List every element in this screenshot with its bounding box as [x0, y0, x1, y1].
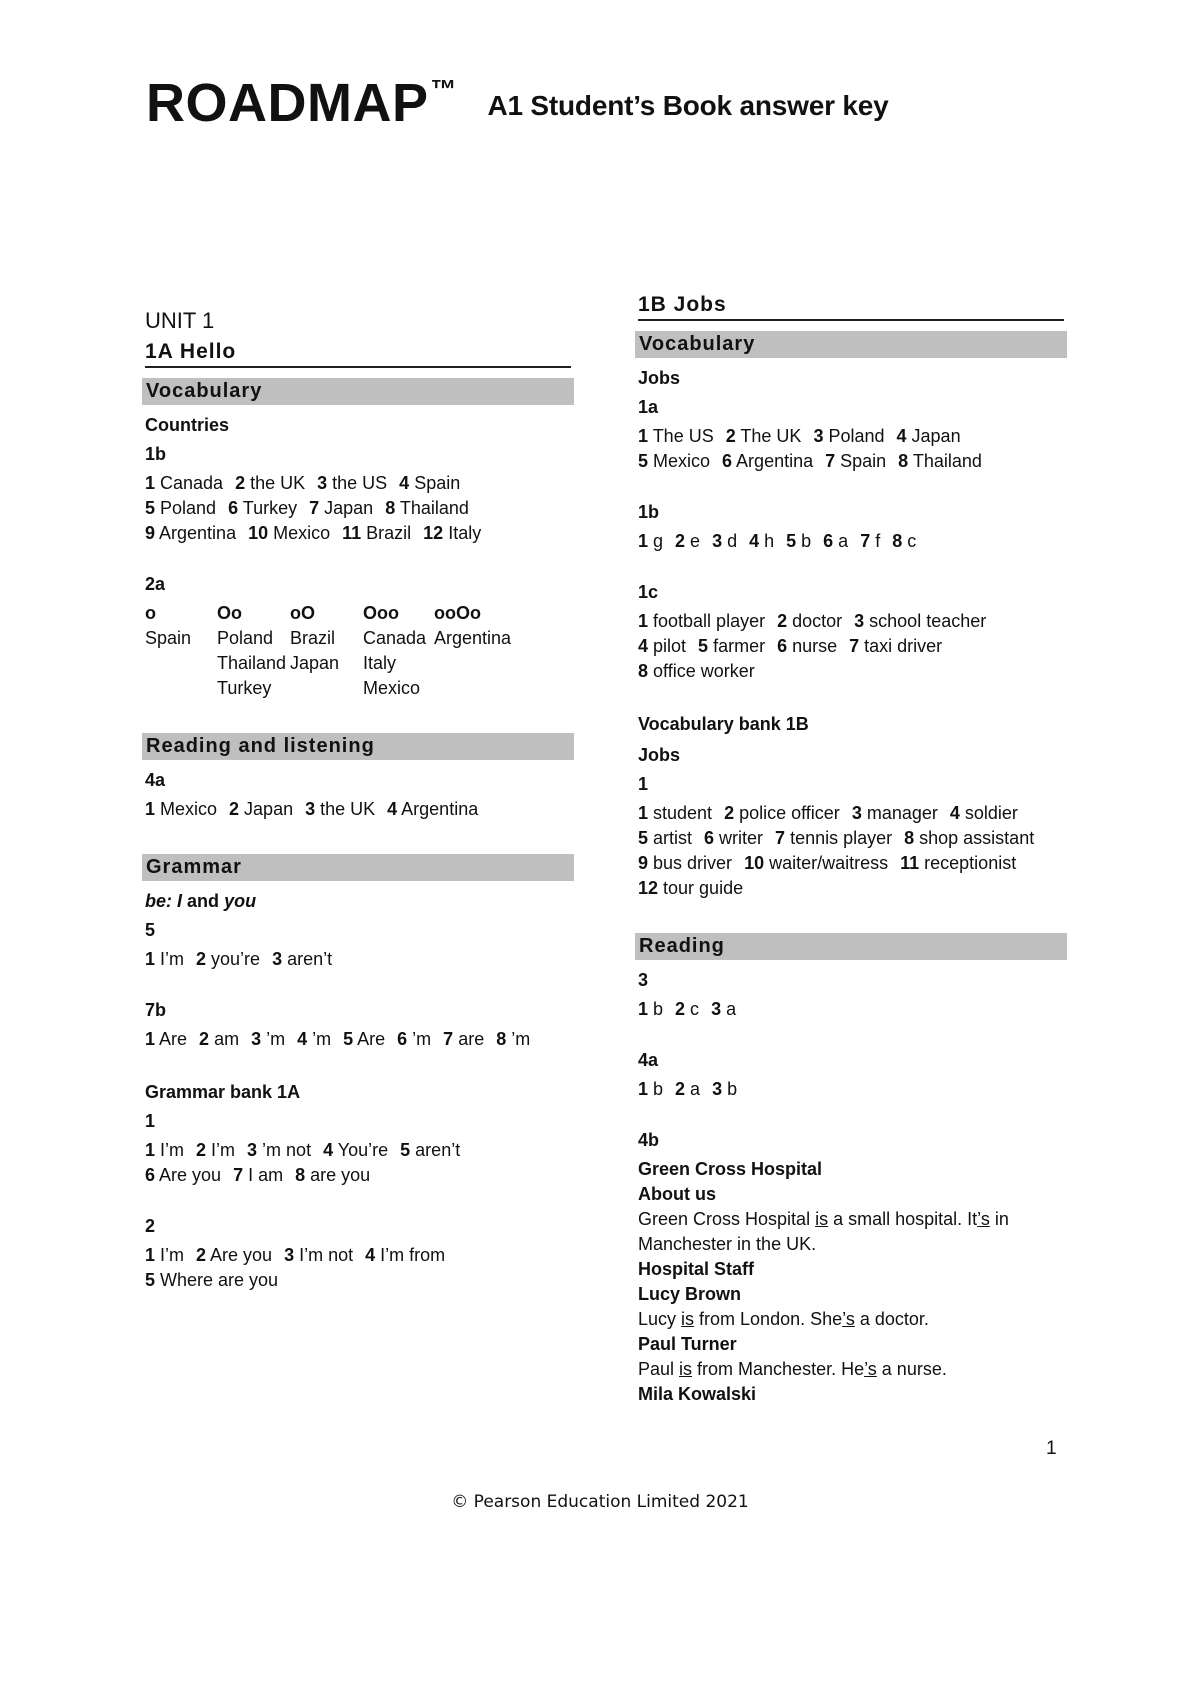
exercise-number: 5 — [145, 920, 156, 940]
staff-name: Mila Kowalski — [638, 1384, 757, 1404]
answer-line — [145, 797, 571, 822]
exercise-number: 1 — [145, 1111, 156, 1131]
answer-item: 4 ’m — [297, 1029, 332, 1049]
answer-line — [638, 826, 1064, 851]
exercise-number: 4a — [638, 1050, 659, 1070]
answer-line — [145, 1268, 571, 1293]
exercise-number: 7b — [145, 1000, 167, 1020]
answer-line — [145, 1138, 571, 1163]
hospital-text — [638, 1157, 1064, 1407]
answer-line — [145, 947, 571, 972]
section-bar-vocabulary: Vocabulary — [635, 331, 1067, 358]
answer-item: 3 d — [712, 531, 738, 551]
subheading-grammar-bank: Grammar bank 1A — [145, 1082, 301, 1102]
stress-pattern: ooOo — [434, 603, 481, 623]
answer-item: 2 doctor — [777, 611, 843, 631]
answer-item: 4 Japan — [896, 426, 961, 446]
stress-table-header — [145, 601, 511, 626]
answer-item: 2 Japan — [229, 799, 294, 819]
answer-item: 6 Turkey — [228, 498, 298, 518]
answer-item: 3 ’m — [251, 1029, 286, 1049]
answer-block — [145, 797, 571, 822]
answer-block — [638, 609, 1064, 684]
answer-item: 4 You’re — [323, 1140, 389, 1160]
answer-block — [638, 424, 1064, 474]
page-number: 1 — [1046, 1438, 1057, 1459]
answer-item: 7 f — [860, 531, 881, 551]
answer-item: 3 b — [712, 1079, 738, 1099]
answer-item: 7 are — [443, 1029, 485, 1049]
answer-block — [145, 947, 571, 972]
stress-cell: Mexico — [363, 678, 421, 698]
section-bar-grammar: Grammar — [142, 854, 574, 881]
answer-item: 10 waiter/waitress — [744, 853, 889, 873]
lesson-title: 1A Hello — [145, 339, 571, 368]
answer-line — [145, 471, 571, 496]
lesson-title: 1B Jobs — [638, 292, 1064, 321]
answer-item: 6 writer — [704, 828, 764, 848]
subheading-vocabulary-bank: Vocabulary bank 1B — [638, 714, 809, 734]
answer-item: 4 I’m from — [365, 1245, 446, 1265]
answer-item: 1 Canada — [145, 473, 224, 493]
answer-item: 1 b — [638, 1079, 664, 1099]
stress-cell: Japan — [290, 653, 340, 673]
answer-item: 4 pilot — [638, 636, 687, 656]
answer-item: 2 police officer — [724, 803, 840, 823]
answer-item: 12 Italy — [423, 523, 482, 543]
answer-block — [638, 529, 1064, 554]
stress-pattern: Oo — [217, 603, 242, 623]
answer-item: 2 you’re — [196, 949, 261, 969]
answer-item: 6 a — [823, 531, 849, 551]
answer-item: 3 I’m not — [284, 1245, 354, 1265]
copyright: © Pearson Education Limited 2021 — [451, 1492, 749, 1512]
answer-item: 1 Mexico — [145, 799, 218, 819]
answer-block — [638, 801, 1064, 901]
answer-line — [145, 1163, 571, 1188]
answer-item: 7 tennis player — [775, 828, 893, 848]
answer-block — [145, 1243, 571, 1293]
stress-cell: Poland — [217, 628, 274, 648]
answer-item: 1 g — [638, 531, 664, 551]
answer-item: 4 soldier — [949, 803, 1018, 823]
answer-item: 3 a — [711, 999, 737, 1019]
answer-item: 8 ’m — [496, 1029, 531, 1049]
answer-item: 5 farmer — [698, 636, 766, 656]
answer-item: 5 Are — [343, 1029, 386, 1049]
answer-item: 9 bus driver — [638, 853, 733, 873]
stress-pattern: o — [145, 603, 156, 623]
answer-item: 2 c — [675, 999, 700, 1019]
answer-line — [638, 1077, 1064, 1102]
answer-line — [638, 449, 1064, 474]
answer-item: 1 I’m — [145, 1140, 185, 1160]
answer-item: 10 Mexico — [248, 523, 331, 543]
right-column — [638, 292, 1064, 1407]
stress-cell: Thailand — [217, 653, 287, 673]
answer-item: 6 ’m — [397, 1029, 432, 1049]
answer-item: 1 I’m — [145, 949, 185, 969]
answer-item: 5 b — [786, 531, 812, 551]
section-bar-reading-listening: Reading and listening — [142, 733, 574, 760]
answer-line — [638, 424, 1064, 449]
answer-item: 11 Brazil — [342, 523, 412, 543]
answer-item: 8 are you — [295, 1165, 371, 1185]
staff-name: Paul Turner — [638, 1334, 737, 1354]
answer-line — [638, 659, 1064, 684]
exercise-number: 3 — [638, 970, 649, 990]
exercise-number: 4a — [145, 770, 166, 790]
answer-item: 2 e — [675, 531, 701, 551]
exercise-number: 2a — [145, 574, 166, 594]
stress-cell: Spain — [145, 628, 192, 648]
answer-item: 6 Argentina — [722, 451, 814, 471]
left-column — [145, 300, 571, 1293]
answer-line — [638, 609, 1064, 634]
answer-item: 3 school teacher — [854, 611, 987, 631]
subheading-jobs: Jobs — [638, 745, 681, 765]
answer-item: 3 Poland — [813, 426, 885, 446]
answer-item: 3 the US — [317, 473, 388, 493]
answer-line — [145, 496, 571, 521]
stress-row — [145, 676, 511, 701]
answer-item: 2 a — [675, 1079, 701, 1099]
stress-row — [145, 651, 511, 676]
answer-item: 5 artist — [638, 828, 693, 848]
answer-line — [145, 1027, 571, 1052]
staff-heading: Hospital Staff — [638, 1259, 755, 1279]
answer-item: 6 nurse — [777, 636, 838, 656]
answer-line — [638, 997, 1064, 1022]
answer-item: 1 football player — [638, 611, 766, 631]
stress-table — [145, 601, 511, 701]
answer-item: 5 aren’t — [400, 1140, 461, 1160]
stress-cell — [290, 676, 363, 701]
answer-item: 4 Argentina — [387, 799, 479, 819]
answer-item: 1 student — [638, 803, 713, 823]
answer-item: 7 Japan — [309, 498, 374, 518]
exercise-number: 4b — [638, 1130, 660, 1150]
about-heading: About us — [638, 1184, 716, 1204]
answer-item: 5 Poland — [145, 498, 217, 518]
answer-item: 8 c — [892, 531, 917, 551]
subheading-grammar-point: be: I and you — [145, 891, 257, 911]
answer-line — [638, 529, 1064, 554]
answer-item: 2 am — [199, 1029, 240, 1049]
answer-block — [638, 1077, 1064, 1102]
answer-item: 1 I’m — [145, 1245, 185, 1265]
stress-cell: Brazil — [290, 628, 336, 648]
exercise-number: 1b — [638, 502, 660, 522]
answer-item: 8 shop assistant — [904, 828, 1035, 848]
answer-item: 3 aren’t — [272, 949, 333, 969]
answer-line — [638, 876, 1064, 901]
answer-item: 11 receptionist — [900, 853, 1017, 873]
document-title: A1 Student’s Book answer key — [487, 90, 889, 121]
answer-block — [145, 1138, 571, 1188]
answer-line — [638, 801, 1064, 826]
answer-line — [145, 521, 571, 546]
staff-text: Lucy is from London. She’s a doctor. — [638, 1309, 929, 1329]
subheading-jobs: Jobs — [638, 368, 681, 388]
answer-item: 2 I’m — [196, 1140, 236, 1160]
brand-logo: ROADMAP™ — [146, 73, 457, 133]
answer-item: 1 Are — [145, 1029, 188, 1049]
answer-item: 6 Are you — [145, 1165, 222, 1185]
exercise-number: 2 — [145, 1216, 156, 1236]
staff-name: Lucy Brown — [638, 1284, 742, 1304]
answer-line — [638, 851, 1064, 876]
answer-item: 7 Spain — [825, 451, 887, 471]
answer-item: 3 the UK — [305, 799, 376, 819]
hospital-name: Green Cross Hospital — [638, 1159, 823, 1179]
stress-cell: Canada — [363, 628, 427, 648]
answer-item: 8 Thailand — [385, 498, 469, 518]
answer-block — [638, 997, 1064, 1022]
exercise-number: 1b — [145, 444, 167, 464]
stress-cell — [434, 676, 511, 701]
stress-cell: Turkey — [217, 678, 272, 698]
answer-block — [145, 1027, 571, 1052]
answer-item: 7 I am — [233, 1165, 284, 1185]
stress-cell — [145, 651, 217, 676]
answer-item: 9 Argentina — [145, 523, 237, 543]
answer-item: 5 Mexico — [638, 451, 711, 471]
answer-item: 2 Are you — [196, 1245, 273, 1265]
answer-item: 5 Where are you — [145, 1270, 279, 1290]
answer-item: 3 manager — [851, 803, 938, 823]
stress-cell: Argentina — [434, 628, 512, 648]
answer-item: 2 the UK — [235, 473, 306, 493]
stress-cell — [434, 651, 511, 676]
answer-item: 8 Thailand — [898, 451, 982, 471]
exercise-number: 1 — [638, 774, 649, 794]
section-bar-vocabulary: Vocabulary — [142, 378, 574, 405]
answer-line — [638, 634, 1064, 659]
stress-cell — [145, 676, 217, 701]
answer-item: 1 The US — [638, 426, 714, 446]
answer-item: 2 The UK — [725, 426, 802, 446]
about-text: Green Cross Hospital is a small hospital. It’s in — [638, 1209, 1009, 1229]
answer-item: 4 h — [749, 531, 775, 551]
answer-item: 7 taxi driver — [849, 636, 943, 656]
stress-cell: Italy — [363, 653, 397, 673]
unit-title: UNIT 1 — [145, 308, 215, 333]
page-header — [146, 72, 1146, 134]
staff-text: Paul is from Manchester. He’s a nurse. — [638, 1359, 947, 1379]
about-text-cont: Manchester in the UK. — [638, 1234, 817, 1254]
answer-item: 4 Spain — [399, 473, 461, 493]
answer-item: 3 ’m not — [247, 1140, 312, 1160]
stress-row — [145, 626, 511, 651]
answer-item: 1 b — [638, 999, 664, 1019]
exercise-number: 1c — [638, 582, 659, 602]
stress-pattern: Ooo — [363, 603, 399, 623]
answer-item: 12 tour guide — [638, 878, 744, 898]
answer-item: 8 office worker — [638, 661, 755, 681]
subheading-countries: Countries — [145, 415, 230, 435]
answer-line — [145, 1243, 571, 1268]
exercise-number: 1a — [638, 397, 659, 417]
answer-block — [145, 471, 571, 546]
section-bar-reading: Reading — [635, 933, 1067, 960]
stress-pattern: oO — [290, 603, 315, 623]
